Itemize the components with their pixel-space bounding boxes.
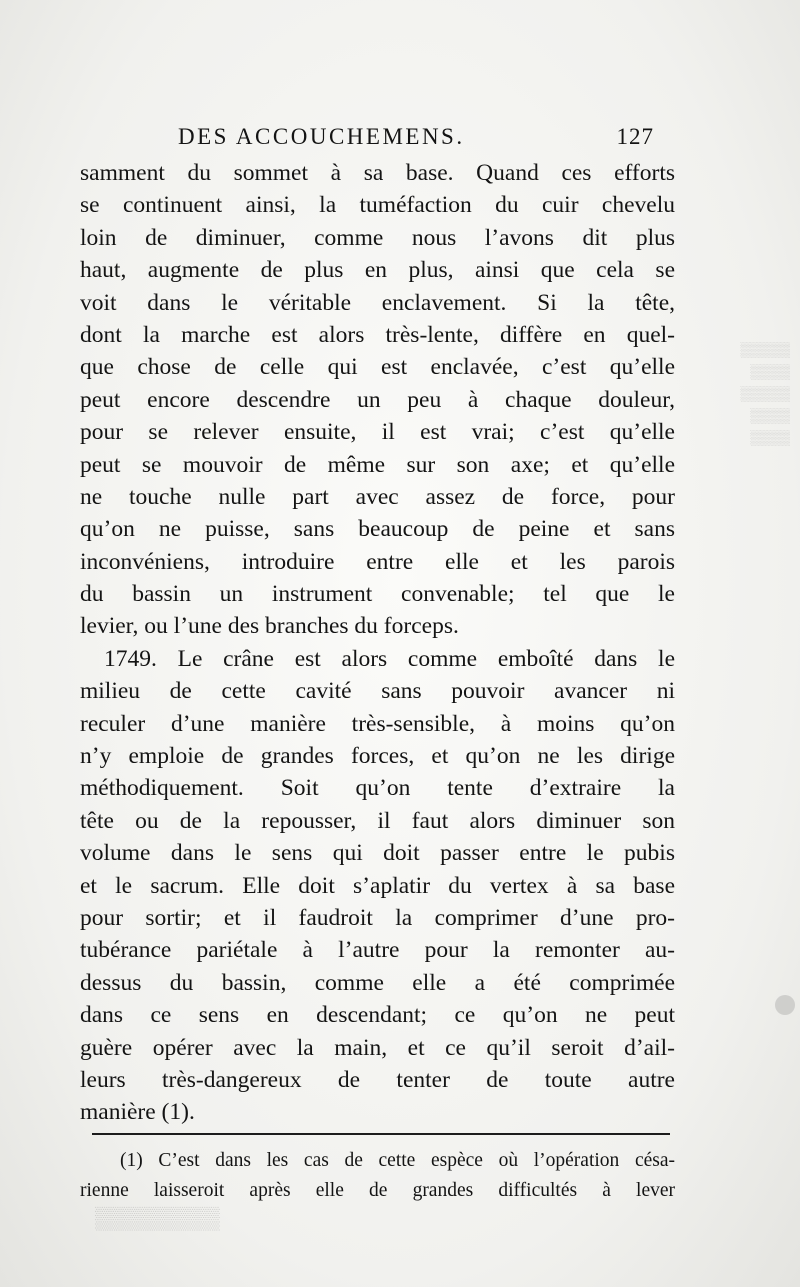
footnote [80,1146,675,1206]
footnote-line: rienne laisseroit après elle de grandes difficultés à lever [80,1180,675,1201]
text-line: inconvéniens, introduire entre elle et les parois [80,548,675,575]
text-line: reculer d’une manière très-sensible, à moins qu’on [80,710,675,737]
footnote-divider [92,1133,670,1135]
text-line: ne touche nulle part avec assez de force, pour [80,483,675,510]
text-line: voit dans le véritable enclavement. Si la tête, [80,289,675,316]
text-line: pour sortir; et il faudroit la comprimer d’une pro- [80,904,675,931]
text-line: dans ce sens en descendant; ce qu’on ne peut [80,1002,675,1029]
text-line: que chose de celle qui est enclavée, c’est qu’elle [80,354,675,381]
footnote-line: (1) C’est dans les cas de cette espèce où l’opération césa- [120,1150,675,1171]
running-title: DES ACCOUCHEMENS. [178,124,465,149]
text-line: du bassin un instrument convenable; tel que le [80,581,675,608]
text-line: guère opérer avec la main, et ce qu’il seroit d’ail- [80,1034,675,1061]
paragraph-1749-start: 1749. Le crâne est alors comme emboîté dans le [104,645,675,672]
text-line: haut, augmente de plus en plus, ainsi que cela se [80,257,675,284]
text-line: loin de diminuer, comme nous l’avons dit plus [80,224,675,251]
text-line: peut se mouvoir de même sur son axe; et qu’elle [80,451,675,478]
text-line: dessus du bassin, comme elle a été comprimée [80,969,675,996]
bleed-through-margin-text: ▒▒▒▒▒ ▒▒▒▒ ▒▒▒▒▒ ▒▒▒▒ ▒▒▒▒ [740,343,790,446]
text-line: milieu de cette cavité sans pouvoir avancer ni [80,678,675,705]
text-line: volume dans le sens qui doit passer entre le pubis [80,840,675,867]
text-line: samment du sommet à sa base. Quand ces efforts [80,160,675,186]
text-line: qu’on ne puisse, sans beaucoup de peine et sans [80,516,675,543]
page-header [178,124,654,152]
text-line: pour se relever ensuite, il est vrai; c’est qu’elle [80,419,675,446]
page-number: 127 [616,124,654,149]
text-line: manière (1). [80,1099,195,1126]
text-line: leurs très-dangereux de tenter de toute autre [80,1066,675,1093]
text-line: et le sacrum. Elle doit s’aplatir du vertex à sa base [80,872,675,899]
text-line: levier, ou l’une des branches du forceps. [80,613,459,640]
text-line: n’y emploie de grandes forces, et qu’on ne les dirige [80,743,675,770]
text-line: peut encore descendre un peu à chaque douleur, [80,386,675,413]
text-line: dont la marche est alors très-lente, diffère en quel- [80,321,675,348]
text-line: méthodiquement. Soit qu’on tente d’extraire la [80,775,675,802]
text-line: tubérance pariétale à l’autre pour la remonter au- [80,937,675,964]
bleed-through-bottom-text: ▒▒▒▒▒▒▒▒ [95,1205,220,1230]
text-line: tête ou de la repousser, il faut alors diminuer son [80,807,675,834]
body-text [80,157,675,1129]
text-line: se continuent ainsi, la tuméfaction du cuir chevelu [80,192,675,219]
paper-stain [775,995,795,1015]
